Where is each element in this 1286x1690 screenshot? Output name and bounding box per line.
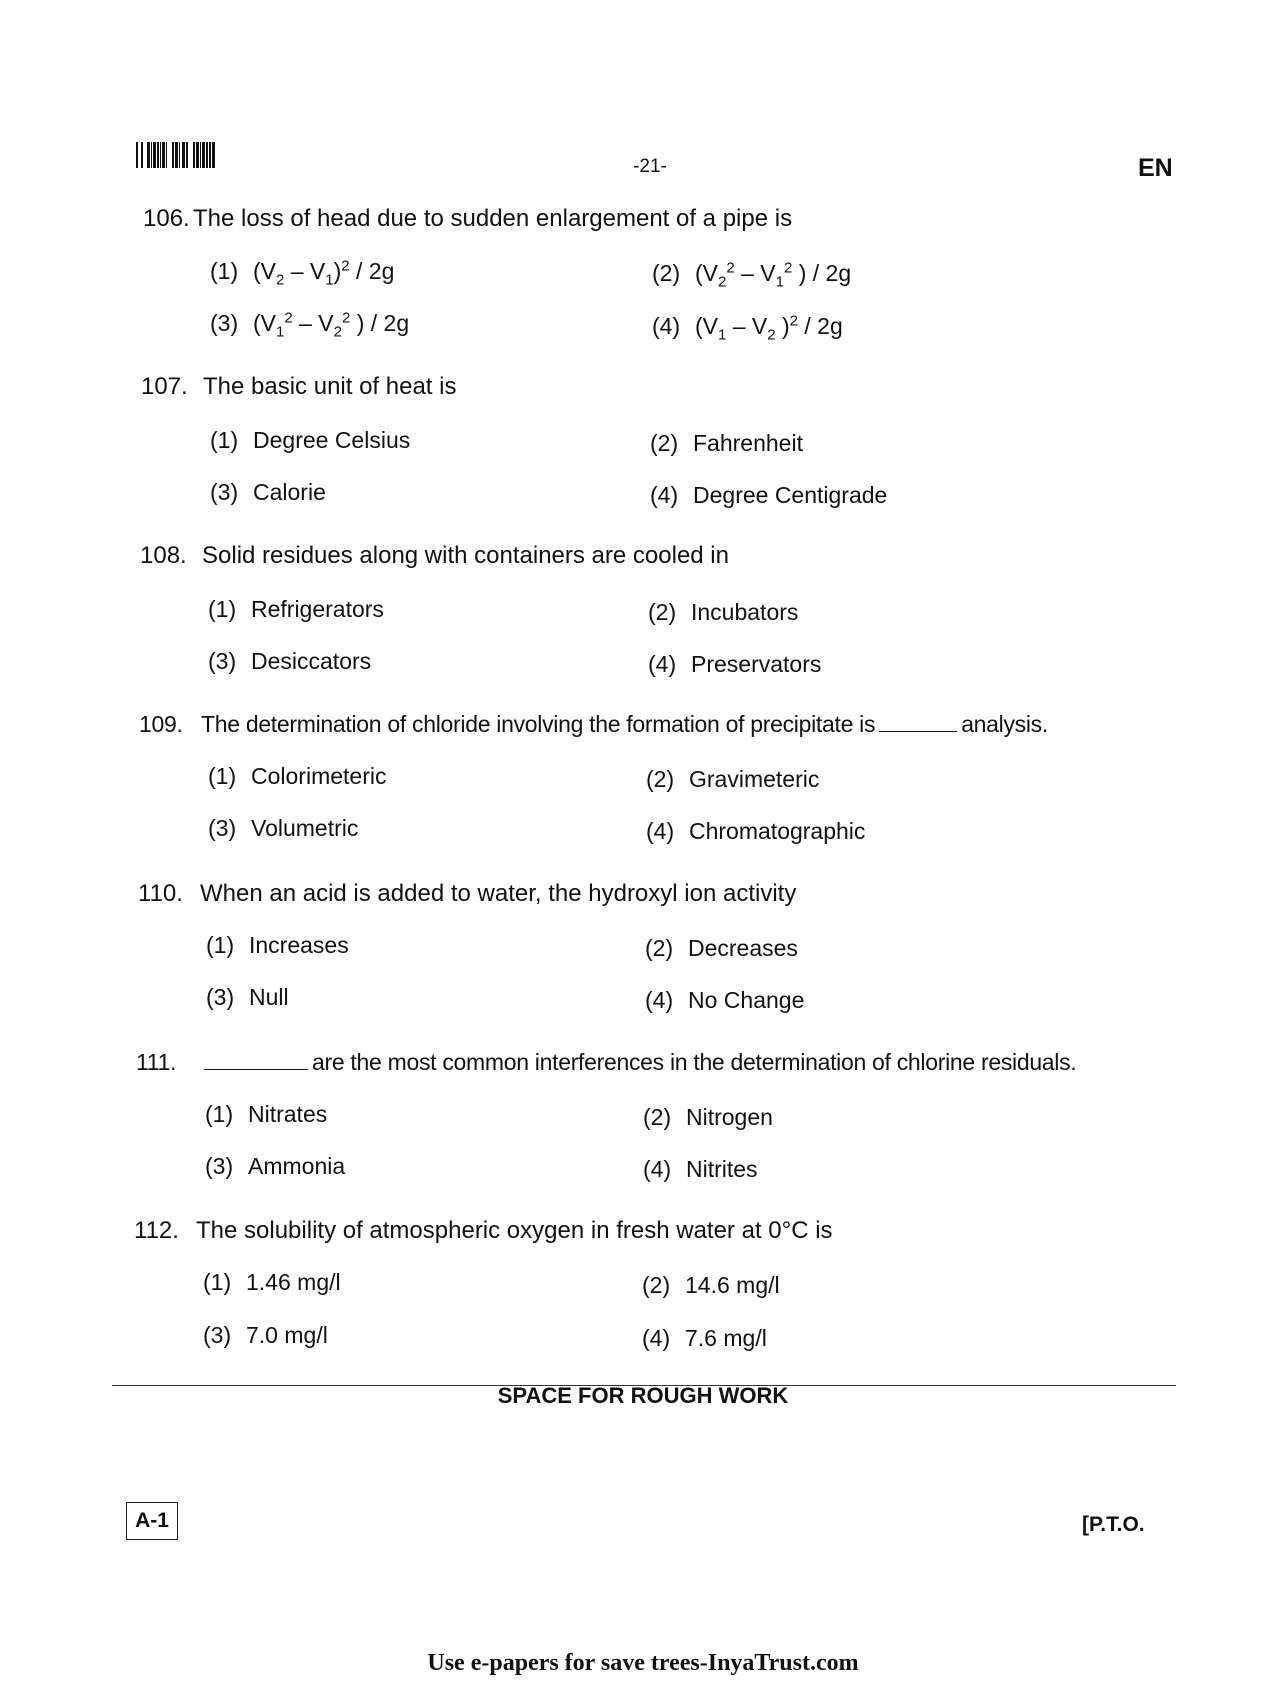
option-112-3: (3) 7.0 mg/l <box>203 1322 328 1348</box>
barcode <box>136 142 234 168</box>
option-109-3: (3) Volumetric <box>208 815 359 841</box>
question-stem: When an acid is added to water, the hydroxyl ion activity <box>200 880 797 907</box>
question-stem: The determination of chloride involving the formation of precipitate is <box>201 711 876 737</box>
option-109-4: (4) Chromatographic <box>646 818 866 844</box>
option-108-4: (4) Preservators <box>648 651 822 677</box>
footer-watermark: Use e-papers for save trees-InyaTrust.com <box>427 1650 859 1676</box>
option-112-2: (2) 14.6 mg/l <box>642 1272 780 1298</box>
question-109 <box>139 711 1048 738</box>
question-stem: The basic unit of heat is <box>203 373 457 400</box>
option-109-1: (1) Colorimeteric <box>208 763 387 789</box>
question-107 <box>141 373 456 401</box>
answer-blank <box>879 730 957 732</box>
option-106-3: (3) ($V_1^2 - V_2^2$ ) / 2g <box>210 309 410 341</box>
question-106 <box>143 205 792 233</box>
option-109-2: (2) Gravimeteric <box>646 766 820 792</box>
question-stem: are the most common interferences in the determination of chlorine residuals. <box>312 1049 1077 1075</box>
question-number: 111. <box>136 1049 177 1075</box>
question-112 <box>134 1217 833 1245</box>
option-106-1: (1) $(V_2 - V_1)^2 / 2g$ <box>210 257 395 289</box>
formula: $(V_2 - V_1)^2 / 2g$ <box>253 257 395 289</box>
formula: ($V_2^2 - V_1^2$ ) / 2g <box>695 259 852 291</box>
question-stem: The solubility of atmospheric oxygen in fresh water at 0°C is <box>196 1217 833 1244</box>
question-number: 107. <box>141 373 188 400</box>
question-111 <box>136 1049 1076 1076</box>
question-number: 112. <box>134 1217 179 1244</box>
answer-blank <box>204 1068 308 1070</box>
option-106-2: (2) ($V_2^2 - V_1^2$ ) / 2g <box>652 259 852 291</box>
option-106-4: (4) ($V_1 - V_2$ )$^2$ / 2g <box>652 312 843 344</box>
page-number: -21- <box>633 156 667 177</box>
option-111-4: (4) Nitrites <box>643 1156 758 1182</box>
option-107-1: (1) Degree Celsius <box>210 427 411 453</box>
question-108 <box>140 542 729 570</box>
option-110-4: (4) No Change <box>645 987 805 1013</box>
question-stem: The loss of head due to sudden enlargement of a pipe is <box>193 205 793 232</box>
question-number: 109. <box>139 711 183 737</box>
question-number: 108. <box>140 542 187 569</box>
language-code: EN <box>1138 154 1173 182</box>
question-number: 106. <box>143 205 190 232</box>
option-110-1: (1) Increases <box>206 932 349 958</box>
booklet-code: A-1 <box>126 1502 178 1540</box>
option-111-2: (2) Nitrogen <box>643 1104 773 1130</box>
option-110-3: (3) Null <box>206 984 289 1010</box>
option-111-1: (1) Nitrates <box>205 1101 328 1127</box>
formula: ($V_1^2 - V_2^2$ ) / 2g <box>253 309 410 341</box>
formula: ($V_1 - V_2$ )$^2$ / 2g <box>695 312 843 344</box>
question-stem-end: analysis. <box>961 711 1048 737</box>
option-108-1: (1) Refrigerators <box>208 596 384 622</box>
question-stem: Solid residues along with containers are cooled in <box>202 542 729 569</box>
option-107-4: (4) Degree Centigrade <box>650 482 888 508</box>
question-number: 110. <box>138 880 183 907</box>
option-110-2: (2) Decreases <box>645 935 798 961</box>
option-108-2: (2) Incubators <box>648 599 799 625</box>
option-107-2: (2) Fahrenheit <box>650 430 803 456</box>
option-111-3: (3) Ammonia <box>205 1153 346 1179</box>
option-112-1: (1) 1.46 mg/l <box>203 1269 341 1295</box>
option-108-3: (3) Desiccators <box>208 648 372 674</box>
rough-work-heading: SPACE FOR ROUGH WORK <box>497 1383 789 1408</box>
option-107-3: (3) Calorie <box>210 479 326 505</box>
pto-label: [P.T.O. <box>1082 1513 1145 1536</box>
question-110 <box>138 880 796 908</box>
option-112-4: (4) 7.6 mg/l <box>642 1325 767 1351</box>
